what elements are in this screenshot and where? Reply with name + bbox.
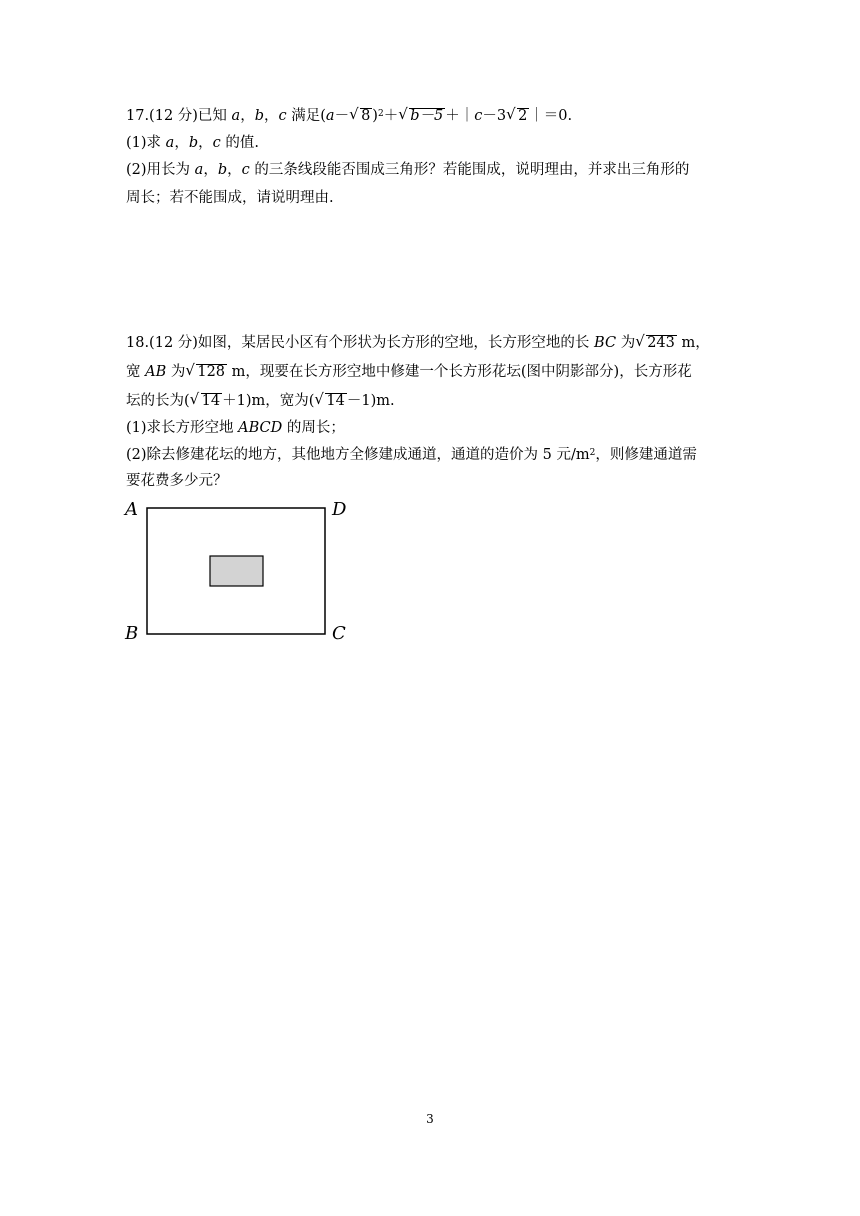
text: (1)求 (126, 135, 162, 151)
label-a: A (125, 499, 138, 520)
segment-bc: BC (594, 335, 617, 351)
radicand: b－5 (410, 108, 444, 124)
var-b: b (188, 135, 199, 151)
q18-part1 (126, 418, 345, 438)
sqrt-b-5 (399, 106, 445, 126)
radicand: 14 (326, 393, 345, 409)
segment-ab: AB (145, 364, 167, 380)
text: 宽 (126, 364, 141, 380)
var-a: a (231, 108, 241, 124)
var-c: c (278, 108, 287, 124)
rectangle-figure (120, 497, 360, 647)
radicand: 8 (361, 108, 371, 124)
sqrt-2 (507, 106, 529, 126)
text: (2)用长为 (126, 162, 191, 178)
var-b: b (217, 162, 228, 178)
text: ，则修建通道需 (595, 447, 697, 463)
comma: ， (174, 135, 189, 151)
var-c: c (241, 162, 250, 178)
text: －1)m. (346, 393, 395, 409)
comma: ， (227, 162, 242, 178)
comma: ， (240, 108, 255, 124)
radicand: 14 (201, 393, 221, 409)
sqrt-14 (315, 391, 346, 411)
q18-line2 (126, 362, 692, 382)
minus: － (482, 108, 497, 124)
var-c: c (212, 135, 221, 151)
text: 的周长； (286, 420, 345, 436)
label-c: C (332, 623, 346, 644)
text: 18.(12 分)如图，某居民小区有个形状为长方形的空地，长方形空地的长 (126, 335, 590, 351)
radicand: 243 (647, 335, 675, 351)
radicand: 128 (197, 364, 226, 380)
q18-part2 (126, 445, 697, 465)
q17-part2 (126, 160, 689, 180)
comma: ， (198, 135, 213, 151)
text: ＋1)m，宽为( (222, 393, 315, 409)
abs-close: ｜＝0. (529, 108, 573, 124)
var-a: a (165, 135, 175, 151)
q17-part1 (126, 133, 259, 153)
page-number: 3 (426, 1112, 434, 1126)
comma: ， (203, 162, 218, 178)
var-b: b (254, 108, 264, 124)
q18-line3 (126, 391, 395, 411)
garden-rectangle (210, 556, 263, 586)
exponent: 2 (377, 109, 384, 119)
text: 为 (170, 364, 186, 380)
sqrt-128 (186, 362, 227, 382)
comma: ， (264, 108, 279, 124)
sqrt-14 (191, 391, 222, 411)
var-a: a (194, 162, 204, 178)
text: 周长；若不能围成，请说明理由. (126, 190, 334, 206)
q18-line1 (126, 333, 710, 353)
q17-line1: 17.(12 分)已知 a，b，c 满足(a－√ 8 )$^2$＋√ b－5 ＋｜c－3√ 2 ｜＝0. (126, 106, 572, 126)
text: (1)求长方形空地 (126, 420, 234, 436)
radicand: 2 (518, 108, 528, 124)
text: 为 (620, 335, 636, 351)
text: 满足( (291, 108, 326, 124)
minus: － (334, 108, 350, 124)
q17-part2-line2 (126, 188, 334, 208)
label-b: B (125, 623, 139, 644)
q17-number: 17.(12 分)已知 (126, 108, 227, 124)
text: 的值. (225, 135, 259, 151)
unit: m， (676, 335, 710, 351)
sqrt-243 (636, 333, 677, 353)
abs-open: ＋｜ (445, 108, 475, 124)
coef: 3 (496, 108, 507, 124)
q18-part2-line2 (126, 471, 228, 491)
rect-abcd: ABCD (238, 420, 283, 436)
var-a: a (325, 108, 335, 124)
label-d: D (332, 499, 347, 520)
text: 坛的长为( (126, 393, 190, 409)
text: 要花费多少元？ (126, 473, 228, 489)
exponent: 2 (589, 448, 596, 458)
var-c: c (474, 108, 483, 124)
text: m，现要在长方形空地中修建一个长方形花坛(图中阴影部分)，长方形花 (227, 364, 692, 380)
plus: ＋ (383, 108, 399, 124)
sqrt-8 (350, 106, 372, 126)
text: 的三条线段能否围成三角形？若能围成，说明理由，并求出三角形的 (254, 162, 690, 178)
text: (2)除去修建花坛的地方，其他地方全修建成通道，通道的造价为 5 元/m (126, 447, 590, 463)
